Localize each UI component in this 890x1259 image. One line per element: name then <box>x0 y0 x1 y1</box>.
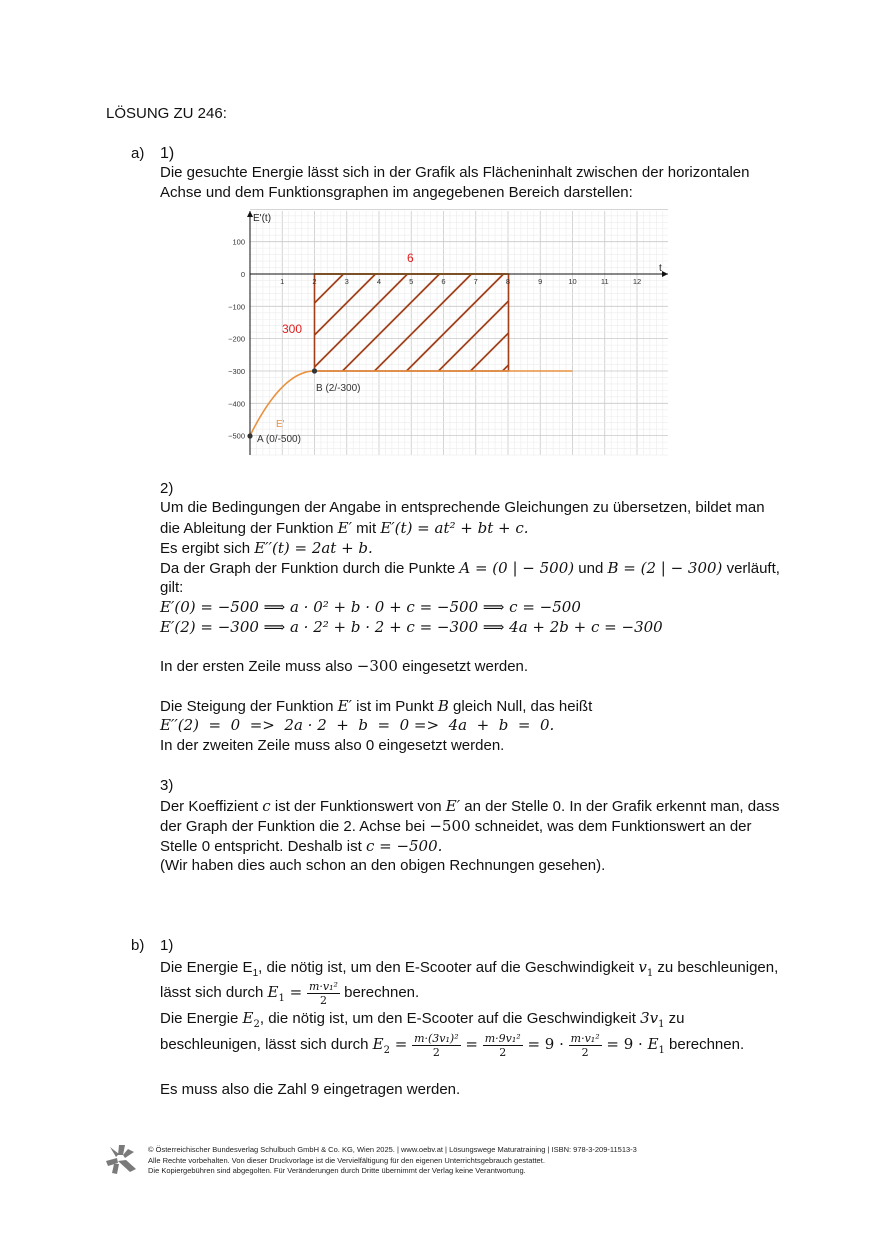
page-title: LÖSUNG ZU 246: <box>106 105 227 122</box>
x-tick-label: 4 <box>376 277 382 286</box>
x-tick-label: 11 <box>600 277 609 286</box>
y-tick-label: 0 <box>240 270 245 279</box>
fraction-e1: $\frac{\text{m·v₁²}}{2}$ <box>308 979 338 1007</box>
point-b-label: B (2/-300) <box>316 383 361 394</box>
part-a-sub2-line8: In der zweiten Zeile muss also 0 eingesetzt werden. <box>160 737 505 754</box>
part-a-sub3-line2: der Graph der Funktion die 2. Achse bei −500 schneidet, was dem Funktionswert an der <box>160 817 752 835</box>
hatch-line <box>375 274 472 371</box>
part-a-sub1-number: 1) <box>160 145 175 162</box>
y-tick-labels <box>228 238 245 441</box>
publisher-logo-icon <box>104 1143 138 1175</box>
x-tick-label: 2 <box>312 277 317 286</box>
part-a-sub3-line1: Der Koeffizient c ist der Funktionswert von E′ an der Stelle 0. In der Grafik erkennt man, dass <box>160 797 780 815</box>
graph-grid <box>250 209 668 455</box>
height-label: 300 <box>282 322 303 336</box>
width-label: 6 <box>407 251 414 265</box>
point-a <box>247 433 252 438</box>
part-b-label: b) <box>131 937 145 954</box>
hatch-line <box>503 274 600 371</box>
x-tick-label: 1 <box>280 277 285 286</box>
energy-graph <box>220 205 672 460</box>
part-a-sub1-line2: Achse und dem Funktionsgraphen im angegebenen Bereich darstellen: <box>160 184 633 201</box>
part-b-line1: Die Energie $E_1$, die nötig ist, um den E-Scooter auf die Geschwindigkeit $v_1$ zu beschleunigen, <box>160 958 779 979</box>
part-a-sub3-line3: Stelle 0 entspricht. Deshalb ist c = −500. <box>160 837 443 855</box>
y-tick-label: −400 <box>228 399 245 409</box>
part-b-line3: Die Energie $E_2$, die nötig ist, um den E-Scooter auf die Geschwindigkeit $3v_1$ zu <box>160 1009 685 1030</box>
part-b-sub1-number: 1) <box>160 937 174 954</box>
fraction-e2-a: $\frac{\text{m·(3v₁)²}}{2}$ <box>414 1031 459 1059</box>
x-tick-label: 8 <box>505 277 511 286</box>
part-b-line2: lässt sich durch $E_1$ = $\frac{\text{m·v₁²}}{2}$ berechnen. <box>160 979 420 1007</box>
part-a-sub3-number: 3) <box>160 777 174 794</box>
point-a-label: A (0/-500) <box>257 434 301 445</box>
x-tick-label: 9 <box>538 277 543 286</box>
part-a-sub2-line2: die Ableitung der Funktion E′ mit E′(t) = at² + bt + c. <box>160 519 529 537</box>
y-tick-label: −500 <box>228 431 245 441</box>
x-axis-label: t <box>659 263 662 274</box>
equation-3: E′′(2) = 0 => 2a · 2 + b = 0 => 4a + b = 0. <box>160 716 555 734</box>
y-tick-label: −200 <box>228 334 245 344</box>
y-tick-label: −300 <box>228 366 245 376</box>
hatch-line <box>407 274 504 371</box>
part-a-sub2-line4: Da der Graph der Funktion durch die Punkte A = (0 | − 500) und B = (2 | − 300) verläuft, <box>160 559 780 577</box>
footer-copyright: © Österreichischer Bundesverlag Schulbuch GmbH & Co. KG, Wien 2025. | www.oebv.at | Lösungswege Maturatraining | ISBN: 978-3-209-11513-3 Alle Rechte vorbehalten. Von dieser Druckvorlage ist die Vervielfältigung für den eigenen Unterrichtsgebrauch gestattet. Die Kopiergebühren sind abgegolten. Für Veränderungen durch Dritte übernimmt der Verlag keine Verantwortung. <box>148 1145 637 1175</box>
part-b-line5: Es muss also die Zahl 9 eingetragen werden. <box>160 1081 461 1098</box>
x-tick-label: 5 <box>409 277 414 286</box>
hatch-line <box>567 274 664 371</box>
fraction-e2-b: $\frac{\text{m·9v₁²}}{2}$ <box>484 1031 521 1059</box>
part-a-sub2-number: 2) <box>160 480 174 497</box>
part-a-label: a) <box>131 145 145 162</box>
y-tick-label: −100 <box>228 302 245 312</box>
x-tick-label: 7 <box>473 277 478 286</box>
x-tick-label: 10 <box>568 277 577 286</box>
curve-label: E' <box>276 419 285 430</box>
part-a-sub2-line3: Es ergibt sich E′′(t) = 2at + b. <box>160 539 373 557</box>
y-tick-label: 100 <box>232 237 245 247</box>
hatch-line <box>343 274 440 371</box>
part-b-line4: beschleunigen, lässt sich durch $E_2$ = $\frac{\text{m·(3v₁)²}}{2}$ = $\frac{\text{m·9v₁²}}{2}$ = 9 · $\frac{\text{m·v₁²}}{2}$ = $9 \cdot E_1$ berechnen. <box>160 1031 745 1059</box>
part-a-sub2-line6: In der ersten Zeile muss also −300 eingesetzt werden. <box>160 657 529 675</box>
part-a-sub1-line1: Die gesuchte Energie lässt sich in der Grafik als Flächeninhalt zwischen der horizontalen <box>160 164 750 181</box>
part-a-sub2-line1: Um die Bedingungen der Angabe in entsprechende Gleichungen zu übersetzen, bildet man <box>160 499 765 516</box>
x-tick-label: 12 <box>632 277 642 286</box>
equation-2: E′(2) = −300 ⟹ a · 2² + b · 2 + c = −300 ⟹ 4a + 2b + c = −300 <box>160 618 663 636</box>
x-tick-label: 6 <box>441 277 446 286</box>
point-b <box>312 368 317 373</box>
hatch-line <box>599 274 673 371</box>
x-axis-arrow <box>662 271 668 277</box>
part-a-sub2-line5: gilt: <box>160 579 184 596</box>
x-tick-label: 3 <box>344 277 349 286</box>
y-axis-label: E'(t) <box>253 213 272 224</box>
equation-1: E′(0) = −500 ⟹ a · 0² + b · 0 + c = −500 ⟹ c = −500 <box>160 598 581 616</box>
fraction-e2-c: $\frac{\text{m·v₁²}}{2}$ <box>570 1031 600 1059</box>
part-a-sub3-line4: (Wir haben dies auch schon an den obigen Rechnungen gesehen). <box>160 857 606 874</box>
part-a-sub2-line7: Die Steigung der Funktion E′ ist im Punkt B gleich Null, das heißt <box>160 697 593 715</box>
hatch-line <box>535 274 632 371</box>
hatch-line <box>311 274 408 371</box>
